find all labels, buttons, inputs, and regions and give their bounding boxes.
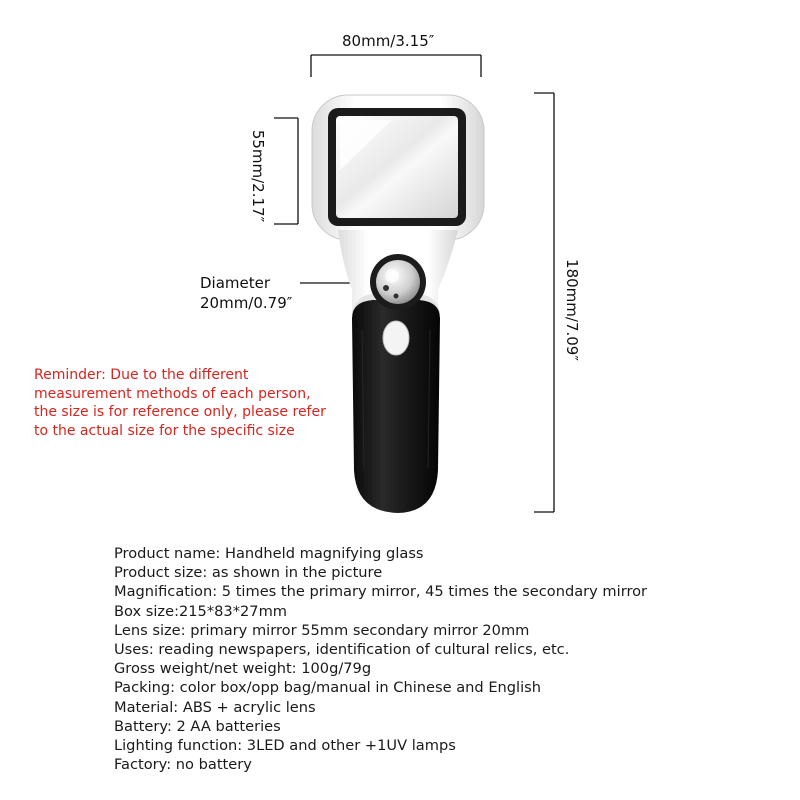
reminder-line: to the actual size for the specific size bbox=[34, 422, 295, 439]
reminder-line: Reminder: Due to the different bbox=[34, 367, 249, 383]
secondary-lens bbox=[370, 254, 426, 310]
width-dimension-label: 80mm/3.15″ bbox=[342, 32, 435, 50]
power-button bbox=[383, 321, 409, 355]
primary-lens bbox=[328, 108, 466, 226]
spec-line: Lighting function: 3LED and other +1UV lamps bbox=[114, 737, 456, 755]
width-dimension-bracket bbox=[311, 55, 481, 77]
spec-line: Box size:215*83*27mm bbox=[114, 602, 288, 620]
spec-line: Product size: as shown in the picture bbox=[114, 564, 383, 582]
spec-line: Battery: 2 AA batteries bbox=[114, 717, 281, 735]
diameter-value: 20mm/0.79″ bbox=[200, 294, 293, 312]
spec-line: Gross weight/net weight: 100g/79g bbox=[114, 660, 372, 678]
product-specifications bbox=[114, 544, 754, 774]
spec-line: Factory: no battery bbox=[114, 756, 252, 774]
spec-line: Material: ABS + acrylic lens bbox=[114, 698, 316, 716]
diameter-title: Diameter bbox=[200, 274, 271, 292]
total-height-dimension-bracket bbox=[534, 93, 554, 512]
diameter-label bbox=[200, 273, 292, 313]
spec-line: Uses: reading newspapers, identification of cultural relics, etc. bbox=[114, 641, 570, 659]
spec-line: Packing: color box/opp bag/manual in Chinese and English bbox=[114, 679, 542, 697]
reminder-note bbox=[34, 366, 334, 440]
reminder-line: measurement methods of each person, bbox=[34, 385, 311, 402]
spec-line: Magnification: 5 times the primary mirror, 45 times the secondary mirror bbox=[114, 583, 648, 601]
total-height-dimension-label: 180mm/7.09″ bbox=[563, 259, 581, 361]
spec-line: Lens size: primary mirror 55mm secondary mirror 20mm bbox=[114, 621, 530, 639]
lens-height-dimension-label: 55mm/2.17″ bbox=[249, 129, 267, 223]
lens-height-dimension-bracket bbox=[274, 118, 298, 224]
reminder-line: the size is for reference only, please refer bbox=[34, 404, 326, 420]
spec-line: Product name: Handheld magnifying glass bbox=[114, 545, 424, 562]
